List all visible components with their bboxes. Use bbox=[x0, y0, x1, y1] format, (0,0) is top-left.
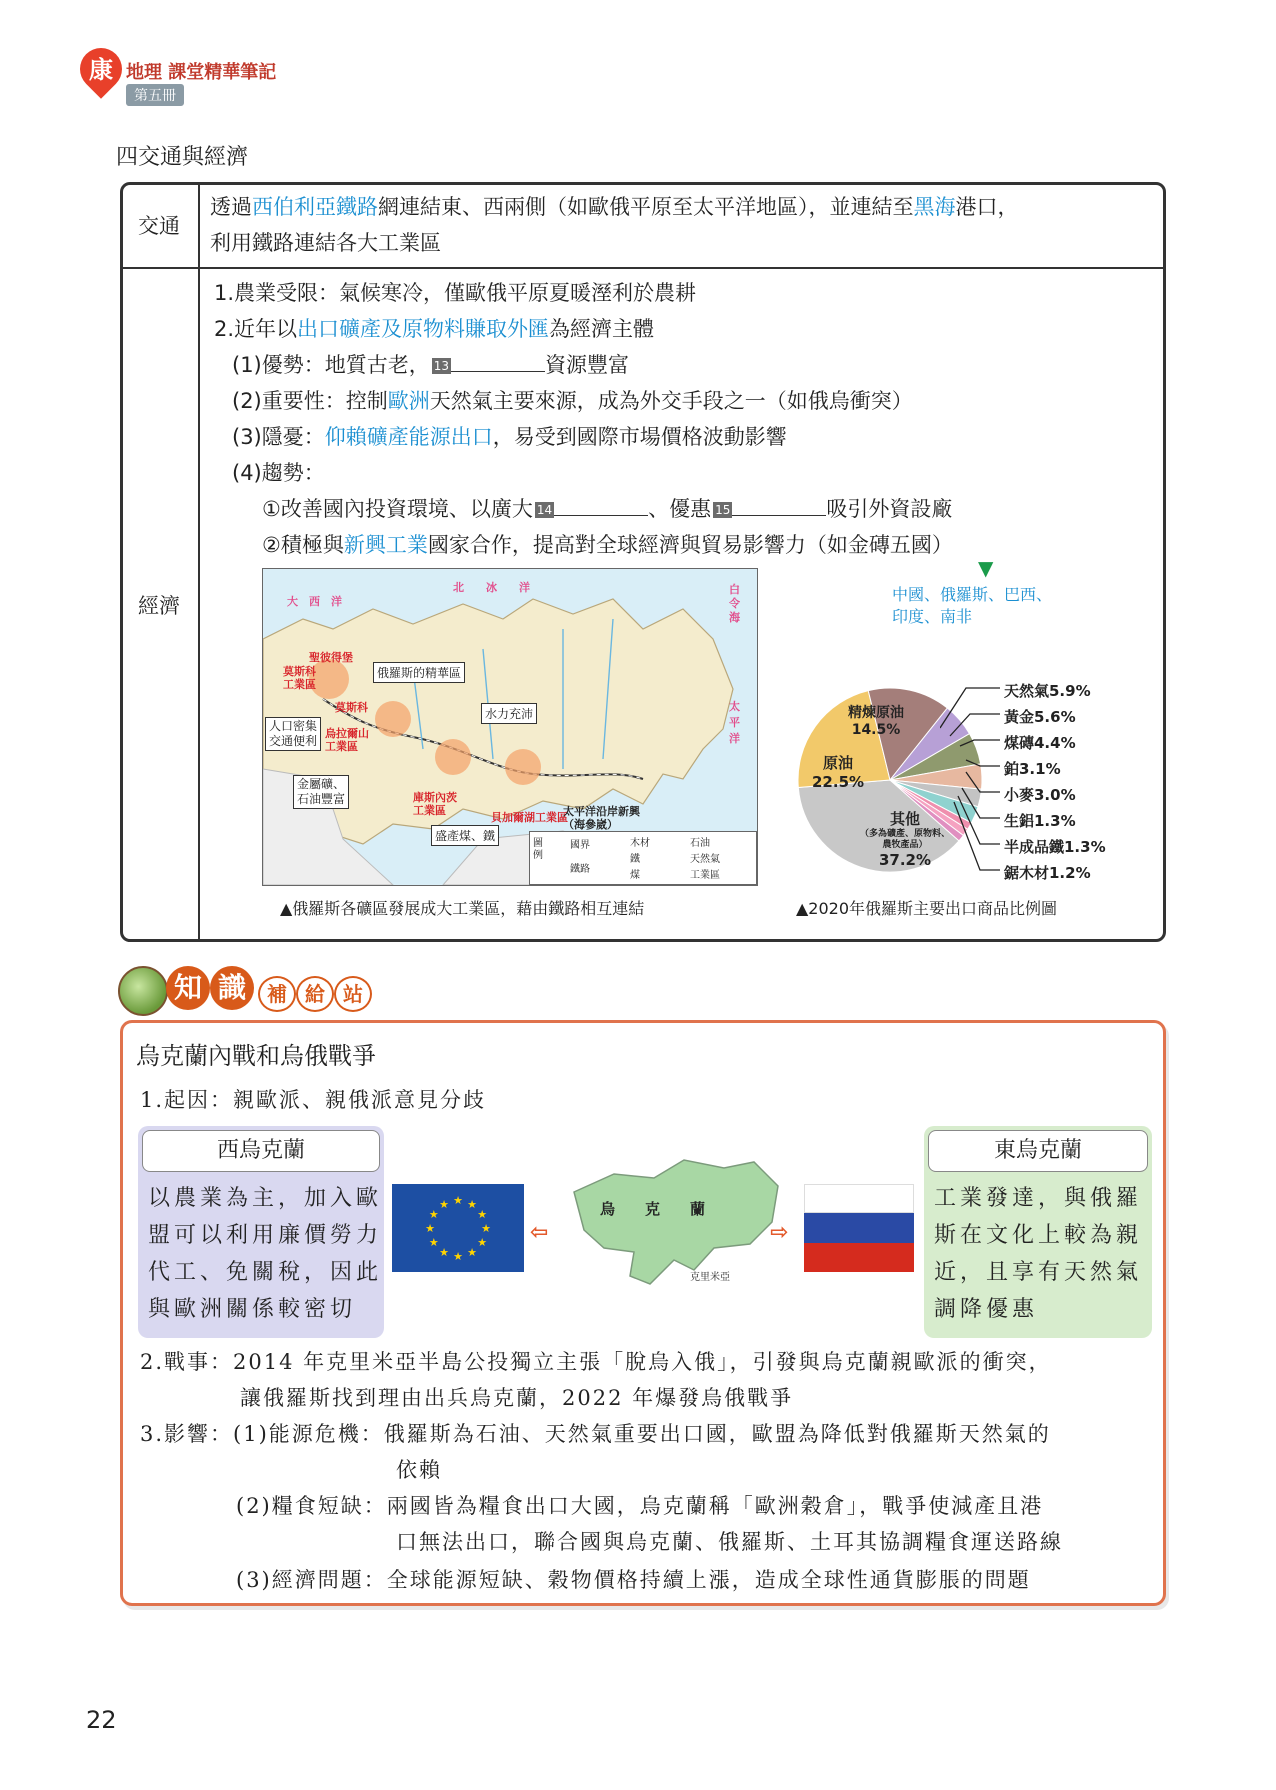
brics-note: 中國、俄羅斯、巴西、 印度、南非 bbox=[892, 585, 1053, 626]
legend-item: 天然氣 bbox=[690, 854, 720, 865]
arrow-right-icon: ⇨ bbox=[770, 1220, 789, 1245]
eu-star: ★ bbox=[481, 1222, 491, 1235]
legend-item: 鐵 bbox=[630, 854, 640, 865]
traffic-line-1: 透過西伯利亞鐵路網連結東、西兩側（如歐俄平原至太平洋地區），並連結至黑海港口， bbox=[210, 195, 1019, 219]
pie-label-right: 鋸木材1.2% bbox=[1004, 864, 1091, 882]
map-red-label: 庫斯內茨 工業區 bbox=[413, 791, 457, 817]
pie-label-right: 黃金5.6% bbox=[1004, 708, 1076, 726]
econ-sub-3: (3)隱憂：仰賴礦產能源出口，易受到國際市場價格波動影響 bbox=[232, 425, 787, 449]
east-ukraine-heading: 東烏克蘭 bbox=[928, 1130, 1148, 1172]
eu-star: ★ bbox=[477, 1208, 488, 1221]
banner-char: 知 bbox=[166, 966, 210, 1010]
banner-char: 站 bbox=[334, 976, 372, 1012]
econ-item-1: 1.農業受限：氣候寒冷，僅歐俄平原夏暖溼利於農耕 bbox=[214, 281, 697, 305]
russia-flag-icon bbox=[804, 1184, 914, 1272]
traffic-line-2: 利用鐵路連結各大工業區 bbox=[210, 231, 441, 255]
econ-trend-1: ①改善國內投資環境、以廣大 14 、優惠 15 吸引外資設廠 bbox=[262, 492, 952, 526]
war-line-2: 讓俄羅斯找到理由出兵烏克蘭，2022 年爆發烏俄戰爭 bbox=[240, 1386, 794, 1410]
map-caption: ▲俄羅斯各礦區發展成大工業區，藉由鐵路相互連結 bbox=[280, 899, 645, 918]
map-label-coal: 盛產煤、鐵 bbox=[431, 825, 499, 846]
west-ukraine-text: 以農業為主，加入歐盟可以利用廉價勞力代工、免關稅，因此與歐洲關係較密切 bbox=[148, 1186, 383, 1322]
ukraine-label: 烏 克 蘭 bbox=[600, 1200, 706, 1218]
pie-label-right: 小麥3.0% bbox=[1004, 786, 1076, 804]
pie-label-right: 鉑3.1% bbox=[1004, 760, 1061, 778]
econ-sub-4: (4)趨勢： bbox=[232, 461, 325, 485]
section-title: 四交通與經濟 bbox=[116, 145, 249, 170]
answer-blank-13[interactable] bbox=[451, 349, 545, 372]
map-legend bbox=[529, 831, 757, 885]
banner-char: 補 bbox=[258, 976, 296, 1012]
pie-caption: ▲2020年俄羅斯主要出口商品比例圖 bbox=[796, 899, 1058, 918]
west-ukraine-heading: 西烏克蘭 bbox=[142, 1130, 380, 1172]
knowledge-cause: 1.起因：親歐派、親俄派意見分歧 bbox=[140, 1088, 487, 1112]
legend-item: 木材 bbox=[630, 838, 650, 849]
globe-icon bbox=[118, 966, 168, 1016]
volume-badge: 第五冊 bbox=[126, 84, 184, 106]
eu-star: ★ bbox=[439, 1246, 449, 1260]
impact-line-2: 依賴 bbox=[396, 1458, 442, 1482]
pie-label-right: 半成品鐵1.3% bbox=[1004, 838, 1106, 856]
pie-label-right: 天然氣5.9% bbox=[1004, 682, 1091, 700]
ocean-bering: 白令海 bbox=[729, 583, 740, 624]
eu-stars bbox=[392, 1184, 524, 1272]
row-label-economy: 經濟 bbox=[138, 594, 180, 618]
map-red-label: 莫斯科 工業區 bbox=[283, 665, 316, 691]
down-arrow-icon: ▼ bbox=[978, 556, 994, 580]
map-red-label: 烏拉爾山 工業區 bbox=[325, 727, 369, 753]
map-label-metal: 金屬礦、 石油豐富 bbox=[293, 775, 349, 809]
econ-item-2: 2.近年以出口礦產及原物料賺取外匯為經濟主體 bbox=[214, 317, 655, 341]
econ-sub-2: (2)重要性：控制歐洲天然氣主要來源，成為外交手段之一（如俄烏衝突） bbox=[232, 389, 913, 413]
ocean-arctic: 北 冰 洋 bbox=[453, 581, 530, 594]
impact-line-1: 3.影響：(1)能源危機：俄羅斯為石油、天然氣重要出口國，歐盟為降低對俄羅斯天然氣的 bbox=[140, 1422, 1051, 1446]
east-ukraine-text: 工業發達，與俄羅斯在文化上較為親近，且享有天然氣調降優惠 bbox=[934, 1186, 1143, 1322]
russia-industry-map bbox=[262, 568, 758, 886]
ocean-pacific: 太平洋 bbox=[729, 700, 740, 745]
map-red-label: 聖彼得堡 bbox=[309, 651, 353, 664]
table-divider bbox=[120, 267, 1166, 269]
answer-blank-14[interactable] bbox=[554, 493, 648, 516]
map-label-hydro: 水力充沛 bbox=[481, 703, 537, 724]
table-divider bbox=[198, 182, 200, 942]
war-line-1: 2.戰事：2014 年克里米亞半島公投獨立主張「脫烏入俄」，引發與烏克蘭親歐派的衝突， bbox=[140, 1350, 1052, 1374]
legend-item: 工業區 bbox=[690, 870, 720, 881]
map-label-population: 人口密集 交通便利 bbox=[265, 717, 321, 751]
legend-item: 煤 bbox=[630, 870, 640, 881]
map-red-label: 太平洋沿岸新興 （海參崴） bbox=[563, 805, 640, 831]
banner-char: 識 bbox=[210, 966, 254, 1010]
impact-line-3: (2)糧食短缺：兩國皆為糧食出口大國，烏克蘭稱「歐洲穀倉」，戰爭使減產且港 bbox=[236, 1494, 1044, 1518]
row-label-traffic: 交通 bbox=[138, 214, 180, 238]
impact-line-5: (3)經濟問題：全球能源短缺、穀物價格持續上漲，造成全球性通貨膨脹的問題 bbox=[236, 1568, 1031, 1592]
map-red-label: 莫斯科 bbox=[335, 701, 368, 714]
eu-star: ★ bbox=[477, 1236, 488, 1249]
pie-label-right: 煤磚4.4% bbox=[1004, 734, 1076, 752]
econ-sub-1: (1)優勢：地質古老， 13 資源豐富 bbox=[232, 348, 629, 382]
eu-star: ★ bbox=[453, 1194, 463, 1207]
logo-char: 康 bbox=[89, 56, 113, 84]
eu-star: ★ bbox=[453, 1250, 463, 1263]
knowledge-title: 烏克蘭內戰和烏俄戰爭 bbox=[136, 1042, 376, 1070]
answer-blank-15[interactable] bbox=[732, 493, 826, 516]
eu-flag-icon bbox=[392, 1184, 524, 1272]
eu-star: ★ bbox=[467, 1197, 477, 1211]
pie-inside-label: 精煉原油 14.5% bbox=[848, 705, 904, 738]
legend-title: 圖例 bbox=[533, 838, 543, 861]
page-number: 22 bbox=[86, 1706, 117, 1734]
econ-trend-2: ②積極與新興工業國家合作，提高對全球經濟與貿易影響力（如金磚五國） bbox=[262, 533, 953, 557]
eu-star: ★ bbox=[425, 1222, 435, 1235]
map-label-core: 俄羅斯的精華區 bbox=[373, 662, 465, 683]
ocean-atlantic: 大 西 洋 bbox=[287, 595, 342, 608]
legend-item: 石油 bbox=[690, 838, 710, 849]
map-red-label: 貝加爾湖工業區 bbox=[491, 811, 568, 824]
impact-line-4: 口無法出口，聯合國與烏克蘭、俄羅斯、土耳其協調糧食運送路線 bbox=[396, 1530, 1063, 1554]
pie-inside-label: 原油 22.5% bbox=[812, 754, 865, 791]
eu-star: ★ bbox=[428, 1208, 439, 1221]
crimea-label: 克里米亞 bbox=[690, 1272, 730, 1283]
arrow-left-icon: ⇦ bbox=[530, 1220, 549, 1245]
pie-inside-label: 其他 （多為礦產、原物料、 農牧產品） 37.2% bbox=[860, 810, 951, 869]
eu-star: ★ bbox=[439, 1197, 449, 1211]
eu-star: ★ bbox=[428, 1236, 439, 1249]
banner-char: 給 bbox=[296, 976, 334, 1012]
eu-star: ★ bbox=[467, 1246, 477, 1260]
book-title: 地理 課堂精華筆記 bbox=[126, 62, 277, 83]
legend-border: 國界 bbox=[570, 840, 590, 851]
ukraine-map-icon bbox=[564, 1152, 788, 1304]
legend-railway: 鐵路 bbox=[570, 864, 590, 875]
pie-label-right: 生鋁1.3% bbox=[1004, 812, 1076, 830]
